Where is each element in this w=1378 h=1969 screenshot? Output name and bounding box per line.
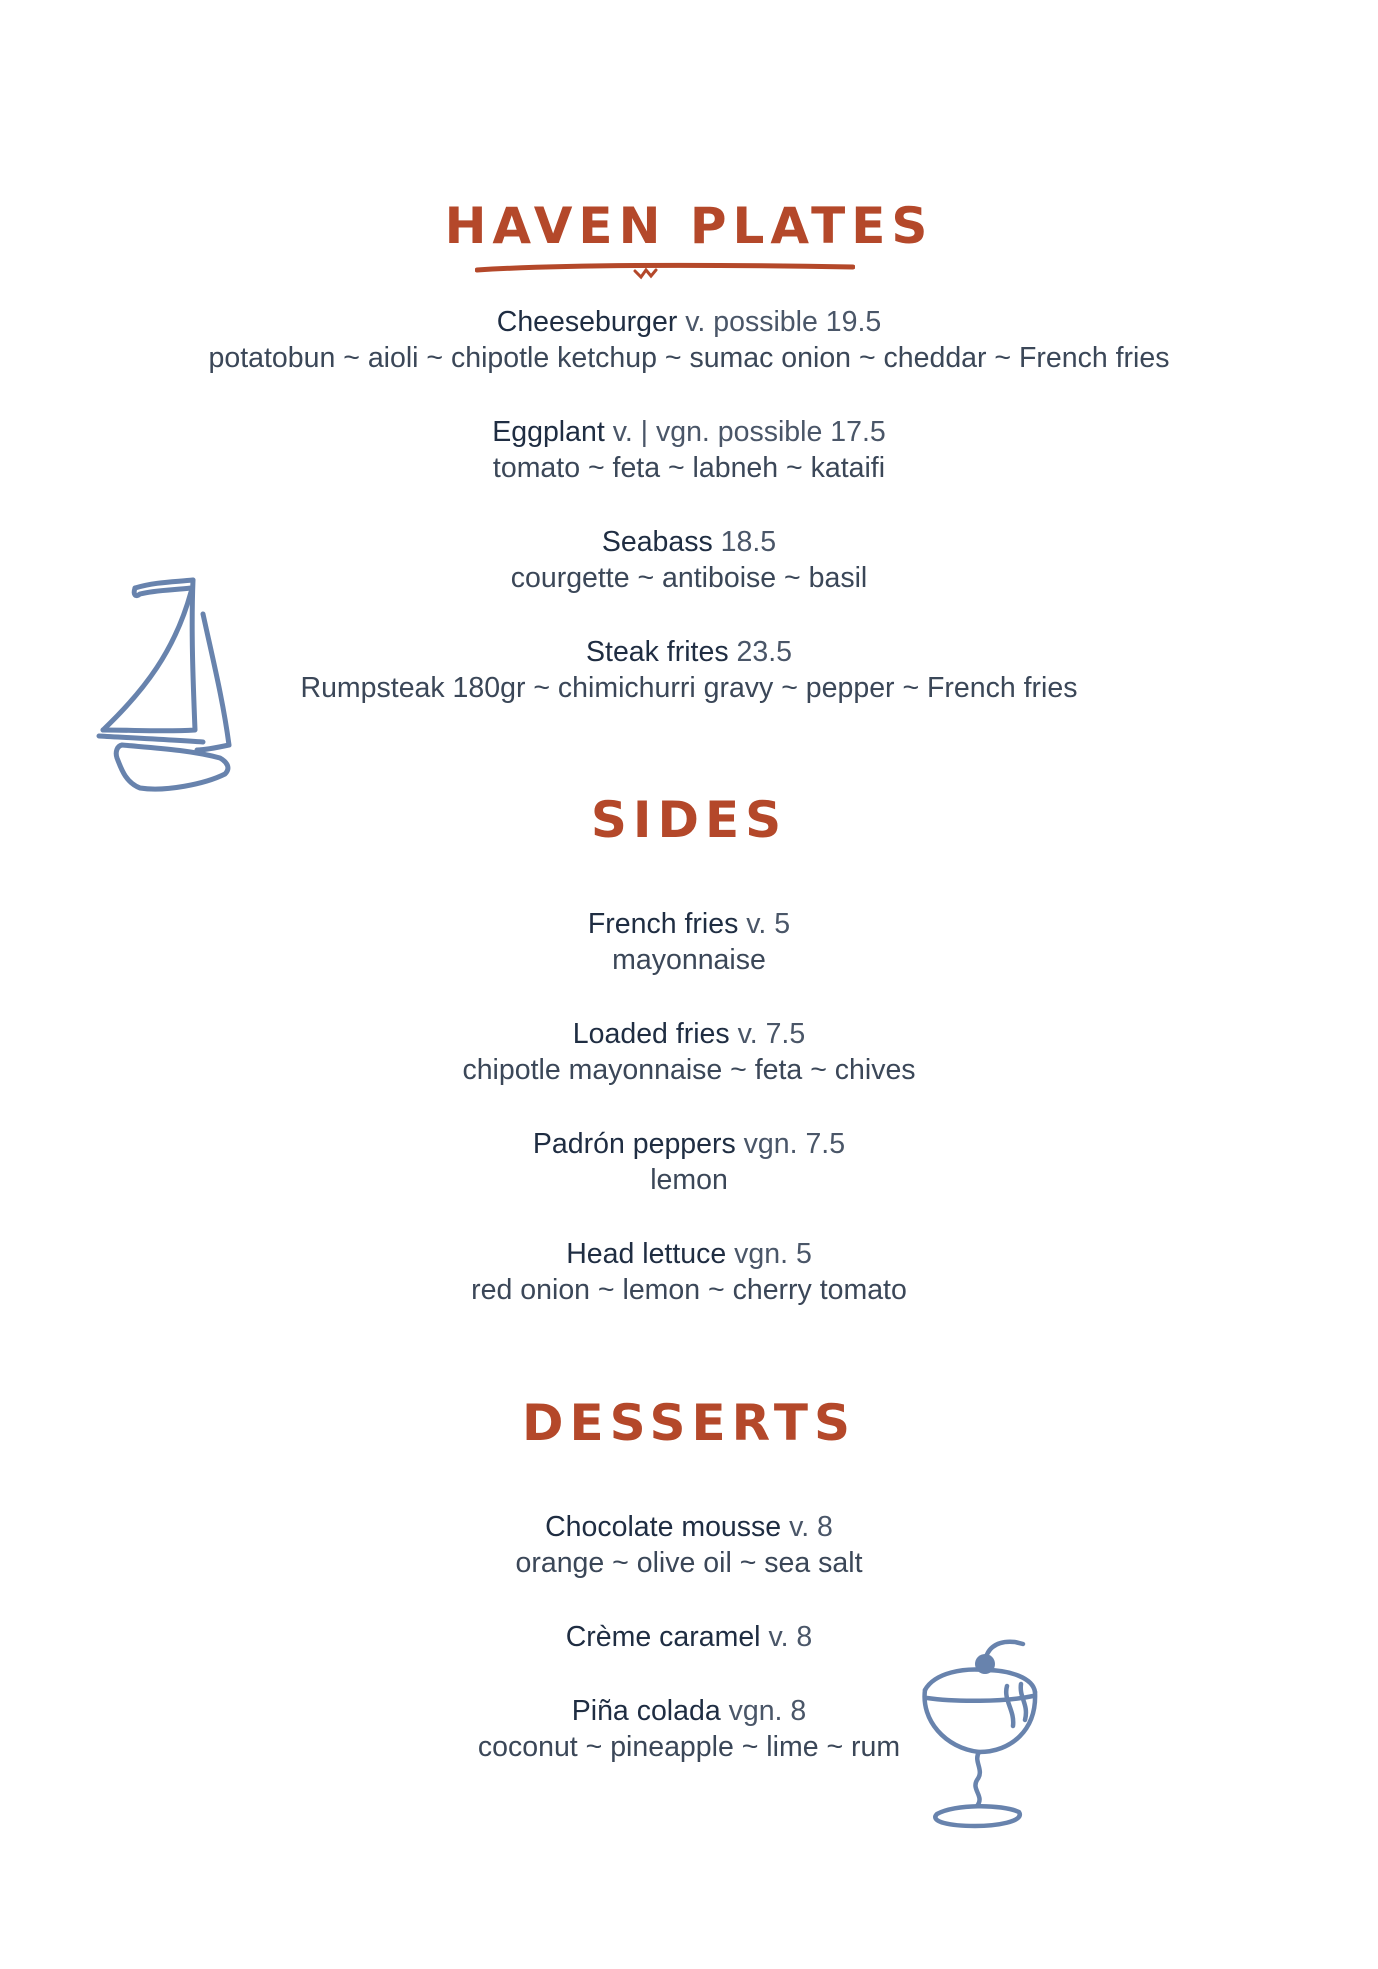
- section-title-desserts: [0, 1393, 1378, 1453]
- item-meta: 23.5: [736, 636, 792, 668]
- item-description: orange ~ olive oil ~ sea salt: [515, 1547, 863, 1579]
- item-meta: vgn. 8: [728, 1695, 807, 1727]
- item-name: Loaded fries: [572, 1018, 730, 1050]
- item-description: red onion ~ lemon ~ cherry tomato: [471, 1274, 907, 1306]
- item-name: Cheeseburger: [496, 306, 678, 338]
- item-description: coconut ~ pineapple ~ lime ~ rum: [477, 1731, 901, 1763]
- item-meta: vgn. 7.5: [743, 1128, 846, 1160]
- item-description: chipotle mayonnaise ~ feta ~ chives: [462, 1054, 916, 1086]
- item-name: Seabass: [601, 526, 713, 558]
- item-meta: v. 5: [746, 908, 791, 940]
- cocktail-glass-icon: [915, 1630, 1045, 1830]
- section-title-plates: [0, 196, 1378, 256]
- item-description: Rumpsteak 180gr ~ chimichurri gravy ~ pepper ~ French fries: [300, 672, 1078, 704]
- item-description: potatobun ~ aioli ~ chipotle ketchup ~ sumac onion ~ cheddar ~ French fries: [208, 342, 1170, 374]
- title-underline-icon: [475, 259, 855, 281]
- item-description: lemon: [650, 1164, 728, 1196]
- menu-item-pina-colada: [0, 1693, 1378, 1765]
- item-meta: v. possible 19.5: [685, 306, 882, 338]
- item-name: Steak frites: [586, 636, 729, 668]
- menu-item-head-lettuce: [0, 1236, 1378, 1308]
- section-title-plates-text: HAVEN PLATES: [444, 197, 934, 255]
- item-meta: v. 7.5: [737, 1018, 806, 1050]
- section-title-sides: [0, 790, 1378, 850]
- section-title-desserts-text: DESSERTS: [522, 1394, 856, 1452]
- menu-item-eggplant: [0, 414, 1378, 486]
- menu-item-loaded-fries: [0, 1016, 1378, 1088]
- item-description: tomato ~ feta ~ labneh ~ kataifi: [492, 452, 886, 484]
- menu-item-french-fries: [0, 906, 1378, 978]
- item-name: Piña colada: [571, 1695, 721, 1727]
- item-meta: v. | vgn. possible 17.5: [612, 416, 886, 448]
- item-meta: vgn. 5: [734, 1238, 812, 1270]
- menu-item-chocolate-mousse: [0, 1509, 1378, 1581]
- sailboat-icon: [95, 570, 240, 805]
- item-name: Padrón peppers: [532, 1128, 736, 1160]
- item-meta: v. 8: [768, 1621, 813, 1653]
- item-description: mayonnaise: [612, 944, 766, 976]
- item-name: Chocolate mousse: [545, 1511, 782, 1543]
- section-title-sides-text: SIDES: [590, 791, 788, 849]
- item-name: Crème caramel: [565, 1621, 761, 1653]
- item-description: courgette ~ antiboise ~ basil: [510, 562, 868, 594]
- item-name: Head lettuce: [566, 1238, 727, 1270]
- item-name: French fries: [587, 908, 739, 940]
- menu-item-creme-caramel: [0, 1619, 1378, 1655]
- menu-item-cheeseburger: [0, 304, 1378, 376]
- item-meta: v. 8: [789, 1511, 833, 1543]
- item-meta: 18.5: [720, 526, 777, 558]
- menu-item-padron-peppers: [0, 1126, 1378, 1198]
- item-name: Eggplant: [492, 416, 605, 448]
